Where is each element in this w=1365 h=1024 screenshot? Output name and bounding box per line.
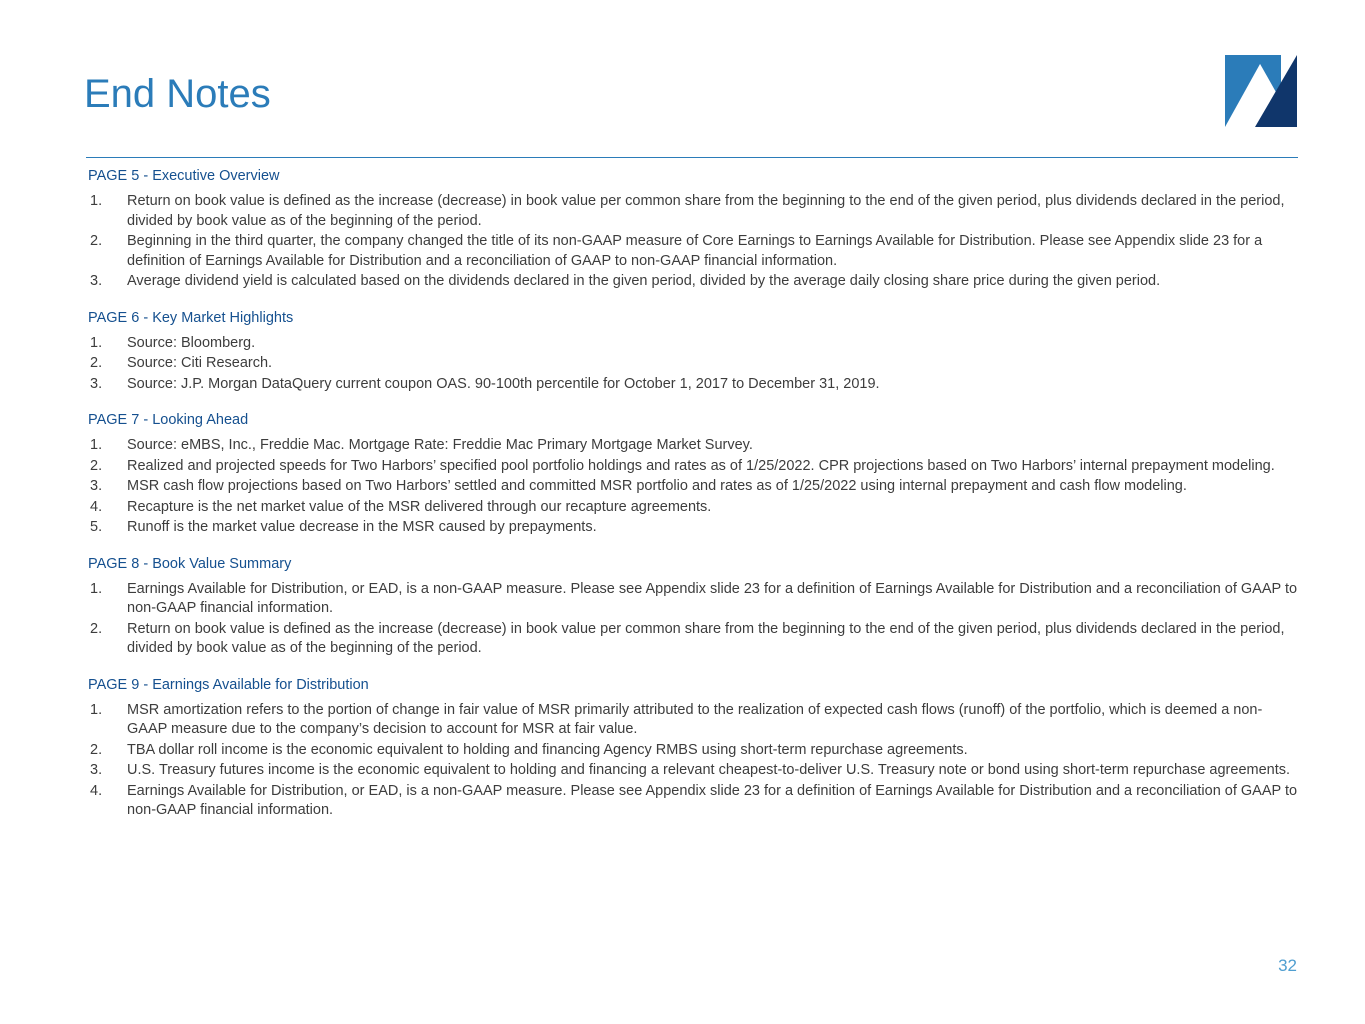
list-item [86, 518, 1301, 538]
list-item-number: 4. [90, 498, 103, 515]
list-item [86, 354, 1301, 374]
endnote-section [86, 552, 1301, 659]
list-item-text: Source: Citi Research. [127, 355, 273, 371]
section-heading: PAGE 5 - Executive Overview [88, 168, 280, 184]
list-item-number: 2. [90, 233, 103, 249]
section-heading: PAGE 6 - Key Market Highlights [88, 309, 294, 326]
list-item-number: 1. [90, 701, 103, 718]
endnote-section [86, 306, 1301, 395]
list-item-text: Earnings Available for Distribution, or EAD, is a non-GAAP measure. Please see Appendix slide 23 for a definition of Earnings Available for Distribution and a reconciliation of GAAP to non-GAAP financial information. [127, 580, 1298, 616]
list-item-text: U.S. Treasury futures income is the economic equivalent to holding and financing a relevant cheapest-to-deliver U.S. Treasury note or bond using short-term repurchase agreements. [127, 762, 1291, 778]
list-item [86, 741, 1301, 761]
endnote-list [86, 580, 1301, 659]
list-item-number: 1. [90, 437, 103, 453]
section-heading: PAGE 8 - Book Value Summary [88, 555, 292, 572]
list-item-text: Runoff is the market value decrease in the MSR caused by prepayments. [127, 519, 597, 535]
list-item-number: 5. [90, 519, 103, 535]
list-item-text: TBA dollar roll income is the economic equivalent to holding and financing Agency RMBS using short-term repurchase agreements. [127, 741, 968, 758]
list-item-text: Recapture is the net market value of the MSR delivered through our recapture agreements. [127, 498, 712, 515]
list-item-number: 2. [90, 741, 103, 758]
list-item [86, 192, 1301, 231]
logo-right-triangle [1255, 55, 1297, 127]
endnote-section [86, 673, 1301, 821]
list-item-text: Beginning in the third quarter, the company changed the title of its non-GAAP measure of Core Earnings to Earnings Available for Distribution. Please see Appendix slide 23 for a definition of Earnings Available for Distribution and a reconciliation of GAAP to non-GAAP financial information. [127, 233, 1263, 269]
list-item-number: 4. [90, 782, 103, 799]
list-item [86, 761, 1301, 781]
list-item-text: Source: Bloomberg. [127, 334, 256, 351]
list-item [86, 782, 1301, 821]
list-item-number: 3. [90, 762, 103, 778]
list-item-number: 3. [90, 375, 103, 392]
list-item-number: 1. [90, 334, 103, 351]
list-item-number: 1. [90, 580, 103, 597]
endnote-section [86, 164, 1301, 292]
list-item [86, 580, 1301, 619]
list-item-number: 3. [90, 478, 103, 494]
list-item-text: Return on book value is defined as the increase (decrease) in book value per common share from the beginning to the end of the given period, plus dividends declared in the period, divided by book value as of the beginning of the period. [127, 620, 1285, 656]
list-item-number: 2. [90, 620, 103, 637]
list-item-number: 1. [90, 193, 103, 209]
title-divider [86, 157, 1298, 158]
list-item-number: 2. [90, 457, 103, 474]
two-harbors-logo [1225, 55, 1297, 127]
section-heading: PAGE 9 - Earnings Available for Distribution [88, 676, 369, 693]
list-item [86, 620, 1301, 659]
endnote-list [86, 701, 1301, 821]
endnote-list [86, 436, 1301, 538]
endnotes-content [86, 164, 1301, 835]
page-number: 32 [1278, 956, 1297, 975]
list-item [86, 498, 1301, 518]
list-item-text: Average dividend yield is calculated based on the dividends declared in the given period, divided by the average daily closing share price during the given period. [127, 273, 1161, 289]
list-item [86, 272, 1301, 292]
list-item-number: 3. [90, 273, 103, 289]
list-item [86, 232, 1301, 271]
list-item-text: MSR amortization refers to the portion of change in fair value of MSR primarily attributed to the realization of expected cash flows (runoff) of the portfolio, which is deemed a non-GAAP measure due to the company’s decision to account for MSR at fair value. [127, 701, 1263, 737]
list-item-text: Source: eMBS, Inc., Freddie Mac. Mortgage Rate: Freddie Mac Primary Mortgage Market Survey. [127, 437, 753, 453]
list-item [86, 477, 1301, 497]
page-title: End Notes [84, 72, 271, 116]
list-item [86, 436, 1301, 456]
list-item [86, 457, 1301, 477]
list-item [86, 375, 1301, 395]
endnote-list [86, 192, 1301, 292]
list-item-number: 2. [90, 355, 103, 371]
list-item-text: Earnings Available for Distribution, or EAD, is a non-GAAP measure. Please see Appendix slide 23 for a definition of Earnings Available for Distribution and a reconciliation of GAAP to non-GAAP financial information. [127, 782, 1298, 818]
section-heading: PAGE 7 - Looking Ahead [88, 412, 249, 428]
endnote-list [86, 334, 1301, 395]
list-item [86, 334, 1301, 354]
endnote-section [86, 408, 1301, 538]
list-item-text: Source: J.P. Morgan DataQuery current coupon OAS. 90-100th percentile for October 1, 2017 to December 31, 2019. [127, 375, 880, 392]
list-item-text: Realized and projected speeds for Two Harbors’ specified pool portfolio holdings and rates as of 1/25/2022. CPR projections based on Two Harbors’ internal prepayment modeling. [127, 457, 1275, 474]
list-item-text: MSR cash flow projections based on Two Harbors’ settled and committed MSR portfolio and rates as of 1/25/2022 using internal prepayment and cash flow modeling. [127, 478, 1187, 494]
list-item-text: Return on book value is defined as the increase (decrease) in book value per common share from the beginning to the end of the given period, plus dividends declared in the period, divided by book value as of the beginning of the period. [127, 193, 1285, 229]
list-item [86, 701, 1301, 740]
